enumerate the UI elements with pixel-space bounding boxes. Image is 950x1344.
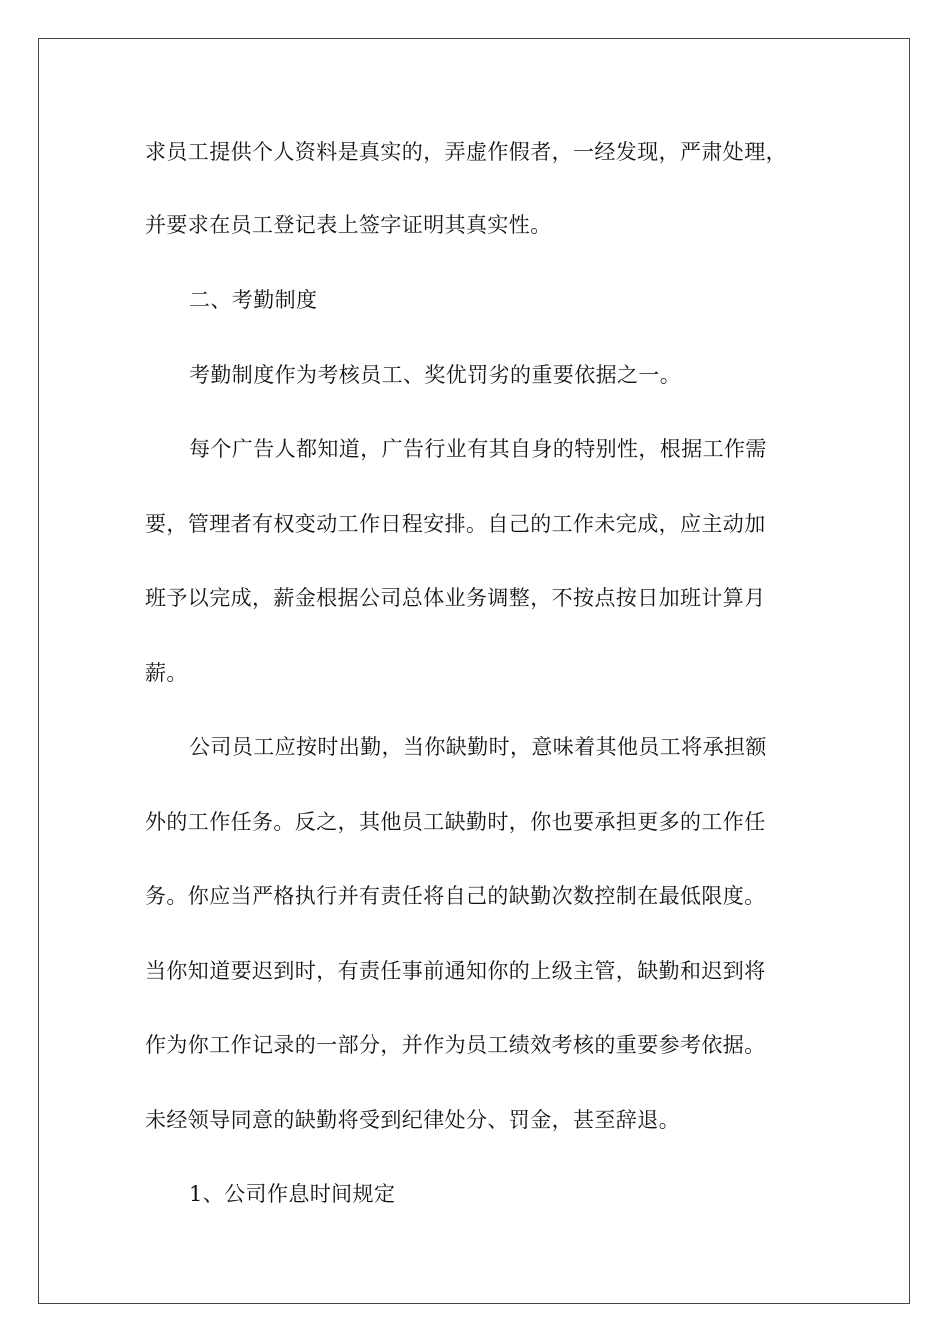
section-heading: 二、考勤制度 [189, 288, 318, 312]
text-line: 求员工提供个人资料是真实的，弄虚作假者，一经发现，严肃处理， [145, 140, 787, 164]
text-line: 务。你应当严格执行并有责任将自己的缺勤次数控制在最低限度。 [145, 884, 766, 908]
text-line: 并要求在员工登记表上签字证明其真实性。 [145, 213, 552, 237]
text-line: 公司员工应按时出勤，当你缺勤时，意味着其他员工将承担额 [189, 735, 767, 759]
text-line: 当你知道要迟到时，有责任事前通知你的上级主管，缺勤和迟到将 [145, 959, 766, 983]
text-line: 未经领导同意的缺勤将受到纪律处分、罚金，甚至辞退。 [145, 1108, 680, 1132]
section-heading: 1、公司作息时间规定 [189, 1182, 396, 1206]
text-line: 每个广告人都知道，广告行业有其自身的特别性，根据工作需 [189, 437, 767, 461]
text-line: 薪。 [145, 661, 188, 685]
text-line: 作为你工作记录的一部分，并作为员工绩效考核的重要参考依据。 [145, 1033, 766, 1057]
text-line: 外的工作任务。反之，其他员工缺勤时，你也要承担更多的工作任 [145, 810, 766, 834]
text-line: 要，管理者有权变动工作日程安排。自己的工作未完成，应主动加 [145, 512, 766, 536]
text-line: 班予以完成，薪金根据公司总体业务调整，不按点按日加班计算月 [145, 586, 766, 610]
text-line: 考勤制度作为考核员工、奖优罚劣的重要依据之一。 [189, 363, 682, 387]
